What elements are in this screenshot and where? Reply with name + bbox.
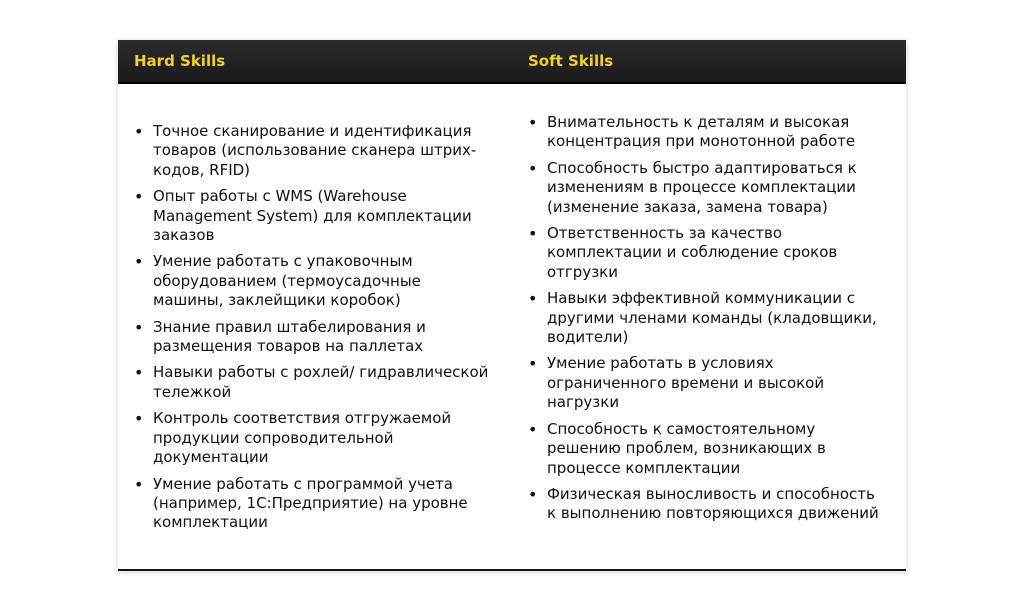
list-item: • Умение работать в условиях ограниченного времени и высокой нагрузки <box>547 354 886 412</box>
list-item: • Способность к самостоятельному решению проблем, возникающих в процессе комплектации <box>547 420 886 478</box>
table-header <box>118 40 906 84</box>
table-body <box>118 84 906 540</box>
list-item: • Умение работать с упаковочным оборудованием (термоусадочные машины, заклейщики коробок) <box>153 252 492 310</box>
soft-skills-list <box>512 113 906 524</box>
list-item: • Внимательность к деталям и высокая концентрация при монотонной работе <box>547 113 886 152</box>
list-item: • Знание правил штабелирования и размещения товаров на паллетах <box>153 318 492 357</box>
list-item: • Ответственность за качество комплектации и соблюдение сроков отгрузки <box>547 224 886 282</box>
hard-skills-column <box>118 84 512 540</box>
soft-skills-column <box>512 84 906 540</box>
list-item: • Контроль соответствия отгружаемой продукции сопроводительной документации <box>153 409 492 467</box>
list-item: • Способность быстро адаптироваться к изменениям в процессе комплектации (изменение заказа, замена товара) <box>547 159 886 217</box>
hard-skills-heading: Hard Skills <box>134 52 226 70</box>
list-item: • Навыки эффективной коммуникации с другими членами команды (кладовщики, водители) <box>547 289 886 347</box>
list-item: • Точное сканирование и идентификация товаров (использование сканера штрих-кодов, RFID) <box>153 122 492 180</box>
list-item: • Опыт работы с WMS (Warehouse Management System) для комплектации заказов <box>153 187 492 245</box>
soft-skills-heading: Soft Skills <box>528 52 614 70</box>
list-item: • Навыки работы с рохлей/ гидравлической тележкой <box>153 363 492 402</box>
hard-skills-list <box>118 122 512 533</box>
list-item: • Физическая выносливость и способность к выполнению повторяющихся движений <box>547 485 886 524</box>
skills-table <box>118 40 906 571</box>
list-item: • Умение работать с программой учета (например, 1С:Предприятие) на уровне комплектации <box>153 475 492 533</box>
